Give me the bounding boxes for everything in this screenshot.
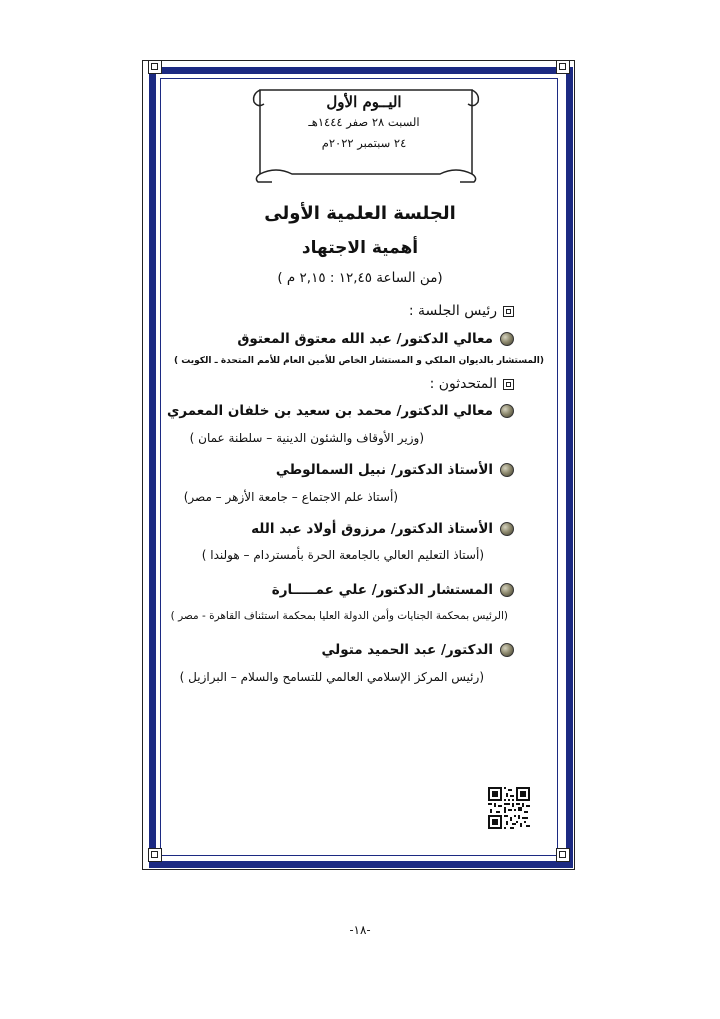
frame-corner-top-left	[148, 60, 162, 74]
hijri-date: السبت ٢٨ صفر ١٤٤٤هـ	[308, 115, 420, 129]
speaker-affiliation: (أستاذ التعليم العالي بالجامعة الحرة بأمستردام – هولندا )	[201, 548, 484, 562]
square-bullet-icon	[503, 306, 514, 317]
speaker-row	[276, 462, 514, 478]
speaker-affiliation: (أستاذ علم الاجتماع – جامعة الأزهر – مصر)	[183, 490, 398, 504]
speakers-label: المتحدثون :	[429, 376, 497, 392]
speaker-row	[272, 582, 514, 598]
chair-label: رئيس الجلسة :	[408, 303, 497, 319]
speaker-name: معالي الدكتور/ محمد بن سعيد بن خلفان المعمري	[166, 403, 493, 419]
speakers-label-row	[430, 376, 514, 392]
speaker-name: الأستاذ الدكتور/ نبيل السمالوطي	[275, 462, 493, 478]
square-bullet-icon	[503, 379, 514, 390]
chair-affiliation: (المستشار بالديوان الملكي و المستشار الخاص للأمين العام للأمم المتحدة ـ الكويت )	[173, 356, 544, 366]
frame-corner-top-right	[556, 60, 570, 74]
speaker-affiliation: (رئيس المركز الإسلامي العالمي للتسامح والسلام – البرازيل )	[179, 670, 484, 684]
session-time: (من الساعة ١٢,٤٥ : ٢,١٥ م )	[277, 270, 443, 286]
session-subtitle: أهمية الاجتهاد	[301, 238, 419, 258]
qr-code	[488, 787, 530, 829]
round-bullet-icon	[500, 404, 514, 418]
session-title: الجلسة العلمية الأولى	[264, 203, 456, 224]
gregorian-date: ٢٤ سبتمبر ٢٠٢٢م	[321, 136, 407, 150]
speaker-name: المستشار الدكتور/ علي عمـــــارة	[271, 582, 493, 598]
speaker-affiliation: (وزير الأوقاف والشئون الدينية – سلطنة عمان )	[189, 431, 424, 445]
chair-row	[237, 331, 514, 347]
round-bullet-icon	[500, 583, 514, 597]
round-bullet-icon	[500, 332, 514, 346]
chair-label-row	[409, 303, 514, 319]
frame-corner-bottom-left	[148, 848, 162, 862]
speaker-name: الأستاذ الدكتور/ مرزوق أولاد عبد الله	[251, 521, 493, 537]
frame-corner-bottom-right	[556, 848, 570, 862]
speaker-name: الدكتور/ عبد الحميد متولي	[321, 642, 493, 658]
speaker-row	[167, 403, 514, 419]
day-title: اليــوم الأول	[326, 93, 402, 111]
round-bullet-icon	[500, 643, 514, 657]
day-header	[264, 92, 464, 154]
round-bullet-icon	[500, 522, 514, 536]
speaker-row	[251, 521, 514, 537]
page-number: -١٨-	[349, 923, 371, 937]
speaker-affiliation: (الرئيس بمحكمة الجنايات وأمن الدولة العليا بمحكمة استئناف القاهرة - مصر )	[170, 610, 508, 622]
speaker-row	[322, 642, 515, 658]
chair-name: معالي الدكتور/ عبد الله معتوق المعتوق	[237, 331, 493, 347]
round-bullet-icon	[500, 463, 514, 477]
